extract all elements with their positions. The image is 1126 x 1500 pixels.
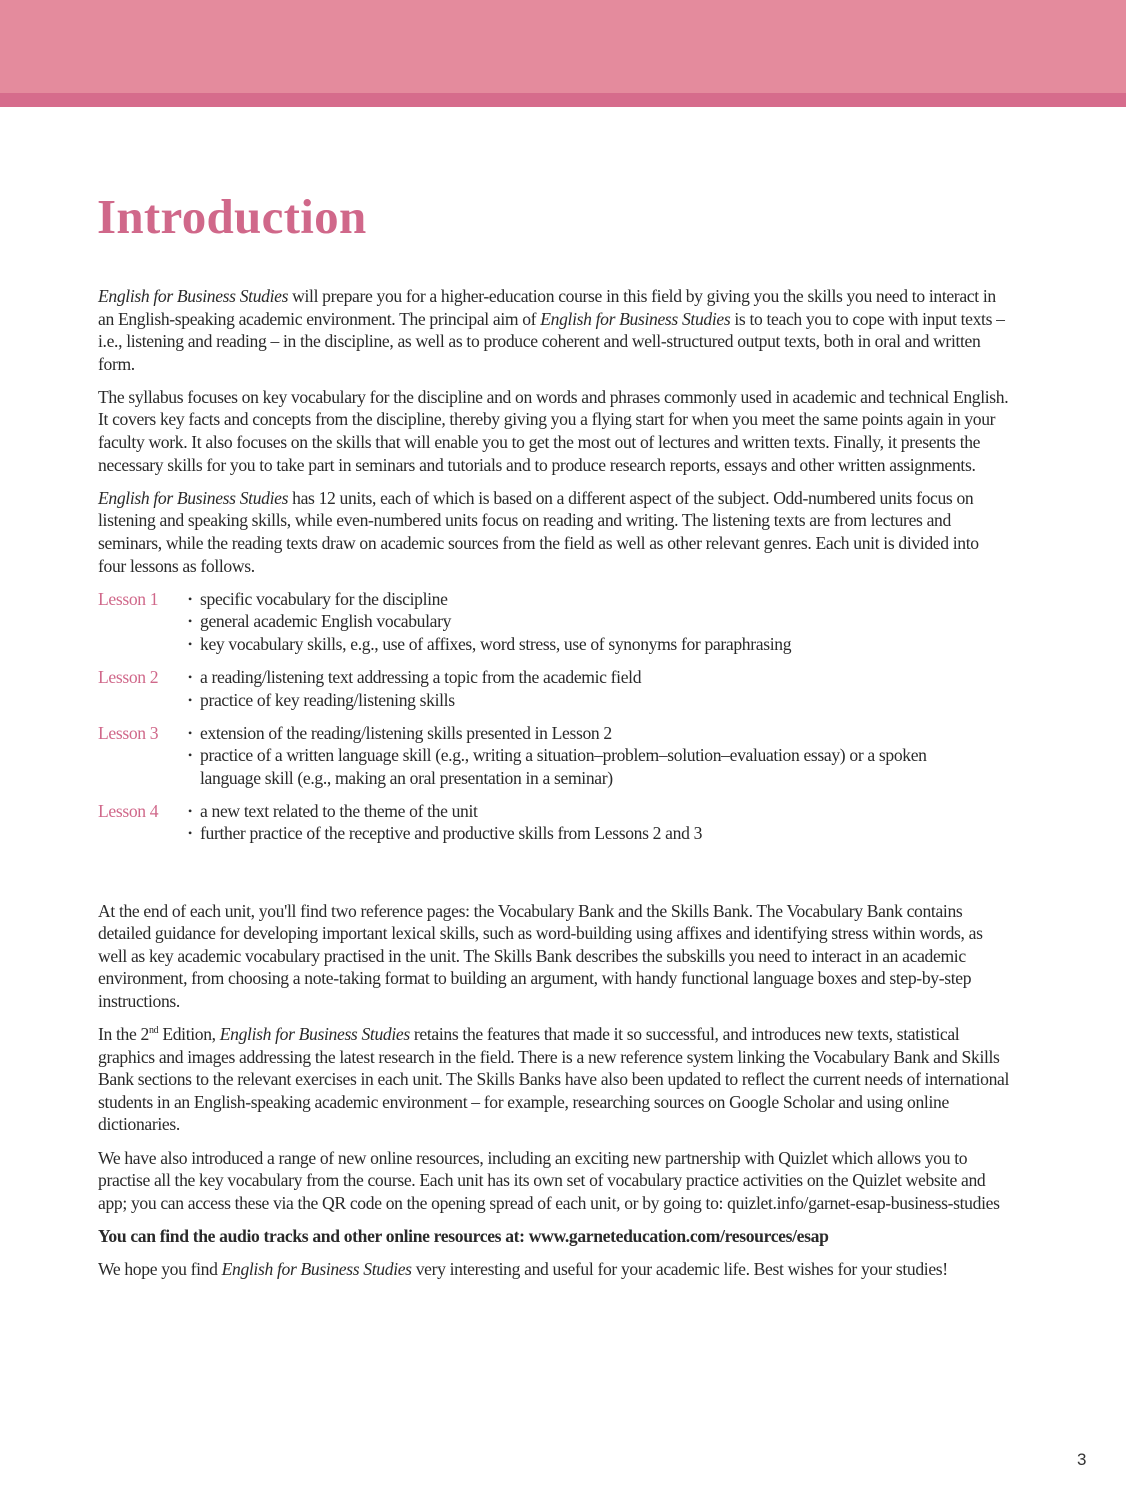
- text: will prepare you for a higher-education course in this field by giving you the skills you need to interact in an English-speaking academic environment. The principal aim of: [98, 286, 996, 329]
- bullet-item: • a new text related to the theme of the unit: [188, 800, 702, 823]
- book-title: English for Business Studies: [98, 487, 289, 508]
- book-title: English for Business Studies: [221, 1258, 412, 1279]
- bullet-item: • general academic English vocabulary: [188, 610, 791, 633]
- paragraph-online-resources: We have also introduced a range of new online resources, including an exciting new partnership with Quizlet which allows you to practise all the key vocabulary from the course. Each unit has its own set of vocabulary practice activities on the Quizlet website and app; you can access these via the QR code on the opening spread of each unit, or by going to: quizlet.info/garnet-esap-business-studies: [98, 1147, 1000, 1213]
- bullet-item: • a reading/listening text addressing a topic from the academic field: [188, 666, 641, 689]
- page-number: 3: [1077, 1450, 1087, 1469]
- bullet-item: • practice of key reading/listening skills: [188, 689, 641, 712]
- text: We hope you find: [98, 1258, 222, 1279]
- bullet-item: • specific vocabulary for the discipline: [188, 588, 791, 611]
- page-title: Introduction: [97, 189, 367, 244]
- header-band: [0, 0, 1126, 93]
- lesson-label: Lesson 2: [98, 666, 159, 687]
- paragraph-intro: [98, 285, 1010, 375]
- lessons-list: [98, 588, 1010, 845]
- bullet-item: • further practice of the receptive and productive skills from Lessons 2 and 3: [188, 822, 702, 845]
- lesson-items: [188, 800, 702, 845]
- book-title: English for Business Studies: [219, 1024, 410, 1045]
- paragraph-units: [98, 487, 1010, 577]
- bullet-item: • key vocabulary skills, e.g., use of affixes, word stress, use of synonyms for paraphrasing: [188, 633, 791, 656]
- text: In the 2: [98, 1024, 149, 1045]
- paragraph-syllabus: The syllabus focuses on key vocabulary for the discipline and on words and phrases commonly used in academic and technical English. It covers key facts and concepts from the discipline, thereby giving you a flying start for when you meet the same points again in your faculty work. It also focuses on the skills that will enable you to get the most out of lectures and written texts. Finally, it presents the necessary skills for you to take part in seminars and tutorials and to produce research reports, essays and other written assignments.: [98, 386, 1009, 475]
- body-content: [98, 285, 1010, 1291]
- ordinal-suffix: nd: [148, 1025, 159, 1037]
- resources-link-note: You can find the audio tracks and other online resources at: www.garneteducation.com/resources/esap: [98, 1225, 829, 1246]
- text: is to teach you to cope with input texts – i.e., listening and reading – in the discipline, as well as to produce coherent and well-structured output texts, both in oral and written form.: [98, 308, 1005, 374]
- lesson-4: [98, 800, 1010, 845]
- lesson-3: [98, 722, 1010, 790]
- text: has 12 units, each of which is based on a different aspect of the subject. Odd-numbered units focus on listening and speaking skills, while even-numbered units focus on reading and writing. The listening texts are from lectures and seminars, while the reading texts draw on academic sources from the field as well as other relevant genres. Each unit is divided into four lessons as follows.: [98, 487, 979, 576]
- lesson-label: Lesson 3: [98, 722, 159, 743]
- spacer: [98, 856, 1010, 900]
- paragraph-reference-pages: At the end of each unit, you'll find two reference pages: the Vocabulary Bank and the Skills Bank. The Vocabulary Bank contains detailed guidance for developing important lexical skills, such as word-building using affixes and identifying stress within words, as well as key academic vocabulary practised in the unit. The Skills Bank describes the subskills you need to interact in an academic environment, from choosing a note-taking format to building an argument, with handy functional language boxes and step-by-step instructions.: [98, 900, 983, 1011]
- lesson-items: [188, 588, 791, 656]
- lesson-items: [188, 666, 641, 711]
- bullet-item: • extension of the reading/listening skills presented in Lesson 2: [188, 722, 960, 745]
- lesson-label: Lesson 4: [98, 800, 159, 821]
- header-stripe: [0, 93, 1126, 107]
- lesson-items: [188, 722, 960, 790]
- lesson-label: Lesson 1: [98, 588, 159, 609]
- text: Edition,: [158, 1024, 220, 1045]
- paragraph-second-edition: [98, 1023, 1010, 1136]
- text: very interesting and useful for your academic life. Best wishes for your studies!: [411, 1258, 948, 1279]
- book-title: English for Business Studies: [540, 308, 731, 329]
- lesson-2: [98, 666, 1010, 711]
- text: retains the features that made it so successful, and introduces new texts, statistical graphics and images addressing the latest research in the field. There is a new reference system linking the Vocabulary Bank and Skills Bank sections to the relevant exercises in each unit. The Skills Banks have also been updated to reflect the current needs of international students in an English-speaking academic environment – for example, researching sources on Google Scholar and using online dictionaries.: [98, 1024, 1010, 1135]
- paragraph-closing: [98, 1258, 1010, 1281]
- book-title: English for Business Studies: [98, 286, 289, 306]
- bullet-item: • practice of a written language skill (e.g., writing a situation–problem–solution–evaluation essay) or a spoken language skill (e.g., making an oral presentation in a seminar): [188, 744, 960, 789]
- lesson-1: [98, 588, 1010, 656]
